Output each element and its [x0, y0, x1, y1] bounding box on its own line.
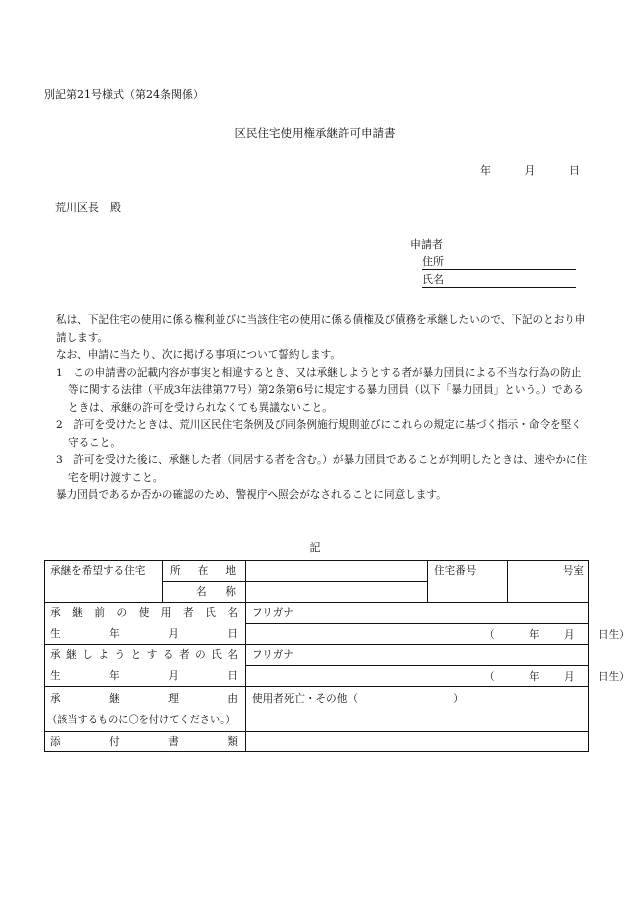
- paragraph-consent: 暴力団員であるか否かの確認のため、警視庁へ照会がなされることに同意します。: [56, 489, 447, 501]
- successor-furigana-input[interactable]: [252, 644, 582, 665]
- date-month: 月: [524, 164, 536, 177]
- address-label: 住所: [422, 255, 444, 268]
- pledge-item-1: 1 この申請書の記載内容が事実と相違するとき、又は承継しようとする者が暴力団員による不当な行為の防止等に関する法律（平成3年法律第77号）第2条第6号に規定する暴力団員（以下「暴力団員」という。）であるときは、承継の許可を受けられなくても異議ないこと。: [56, 366, 584, 414]
- house-name-input[interactable]: [246, 582, 427, 602]
- house-number-label: 住宅番号: [434, 565, 477, 577]
- form-code: 別記第21号様式（第24条関係）: [44, 88, 204, 101]
- paragraph-request: 私は、下記住宅の使用に係る権利並びに当該住宅の使用に係る債権及び債務を承継したいので、下記のとおり申請します。: [56, 314, 586, 344]
- date-line: [480, 162, 580, 178]
- previous-user-furigana-input[interactable]: [252, 602, 582, 623]
- successor-name-label: 承 継 し よ う と す る 者 の 氏 名: [50, 649, 238, 661]
- pledge-item-2: 2 許可を受けたときは、荒川区民住宅条例及び同条例施行規則並びにこれらの規定に基づく指示・命令を堅く守ること。: [56, 419, 582, 449]
- date-year: 年: [480, 164, 491, 177]
- application-table: [44, 560, 630, 752]
- room-unit-label: 号室: [562, 565, 584, 577]
- declaration-text: [44, 312, 589, 505]
- house-number-input[interactable]: [508, 561, 588, 602]
- location-label: 所 在 地: [170, 565, 236, 577]
- ki-heading: 記: [309, 541, 321, 554]
- location-input[interactable]: [246, 561, 427, 581]
- successor-birthdate-label: 生 年 月 日: [50, 670, 238, 682]
- reason-note: （該当するものに〇を付けてください。）: [47, 714, 236, 726]
- applicant-name-field[interactable]: [422, 271, 576, 288]
- reason-options[interactable]: 使用者死亡・その他（ ）: [252, 692, 464, 705]
- paragraph-pledge: なお、申請に当たり、次に掲げる事項について誓約します。: [56, 349, 341, 361]
- reason-label: 承 継 理 由: [50, 692, 238, 705]
- name-label: 氏名: [422, 273, 444, 286]
- successor-birthdate-input[interactable]: （ 年 月 日生）: [484, 670, 630, 683]
- applicant-label: 申請者: [410, 238, 443, 251]
- attachments-input[interactable]: [246, 732, 588, 751]
- attachments-label: 添 付 書 類: [50, 735, 238, 748]
- document-title: 区民住宅使用権承継許可申請書: [234, 126, 396, 140]
- previous-user-name-label: 承 継 前 の 使 用 者 氏 名: [50, 607, 238, 619]
- previous-user-birthdate-input[interactable]: （ 年 月 日生）: [484, 628, 630, 641]
- furigana-label: フリガナ: [252, 607, 294, 619]
- house-row-label: 承継を希望する住宅: [50, 565, 146, 577]
- applicant-address-field[interactable]: [422, 253, 576, 270]
- pledge-item-3: 3 許可を受けた後に、承継した者（同居する者を含む。）が暴力団員であることが判明したときは、速やかに住宅を明け渡すこと。: [56, 454, 588, 484]
- previous-user-birthdate-label: 生 年 月 日: [50, 628, 238, 640]
- addressee: 荒川区長 殿: [55, 201, 121, 214]
- furigana-label: フリガナ: [252, 649, 294, 661]
- house-name-label: 名 称: [196, 586, 236, 598]
- date-day: 日: [569, 164, 580, 177]
